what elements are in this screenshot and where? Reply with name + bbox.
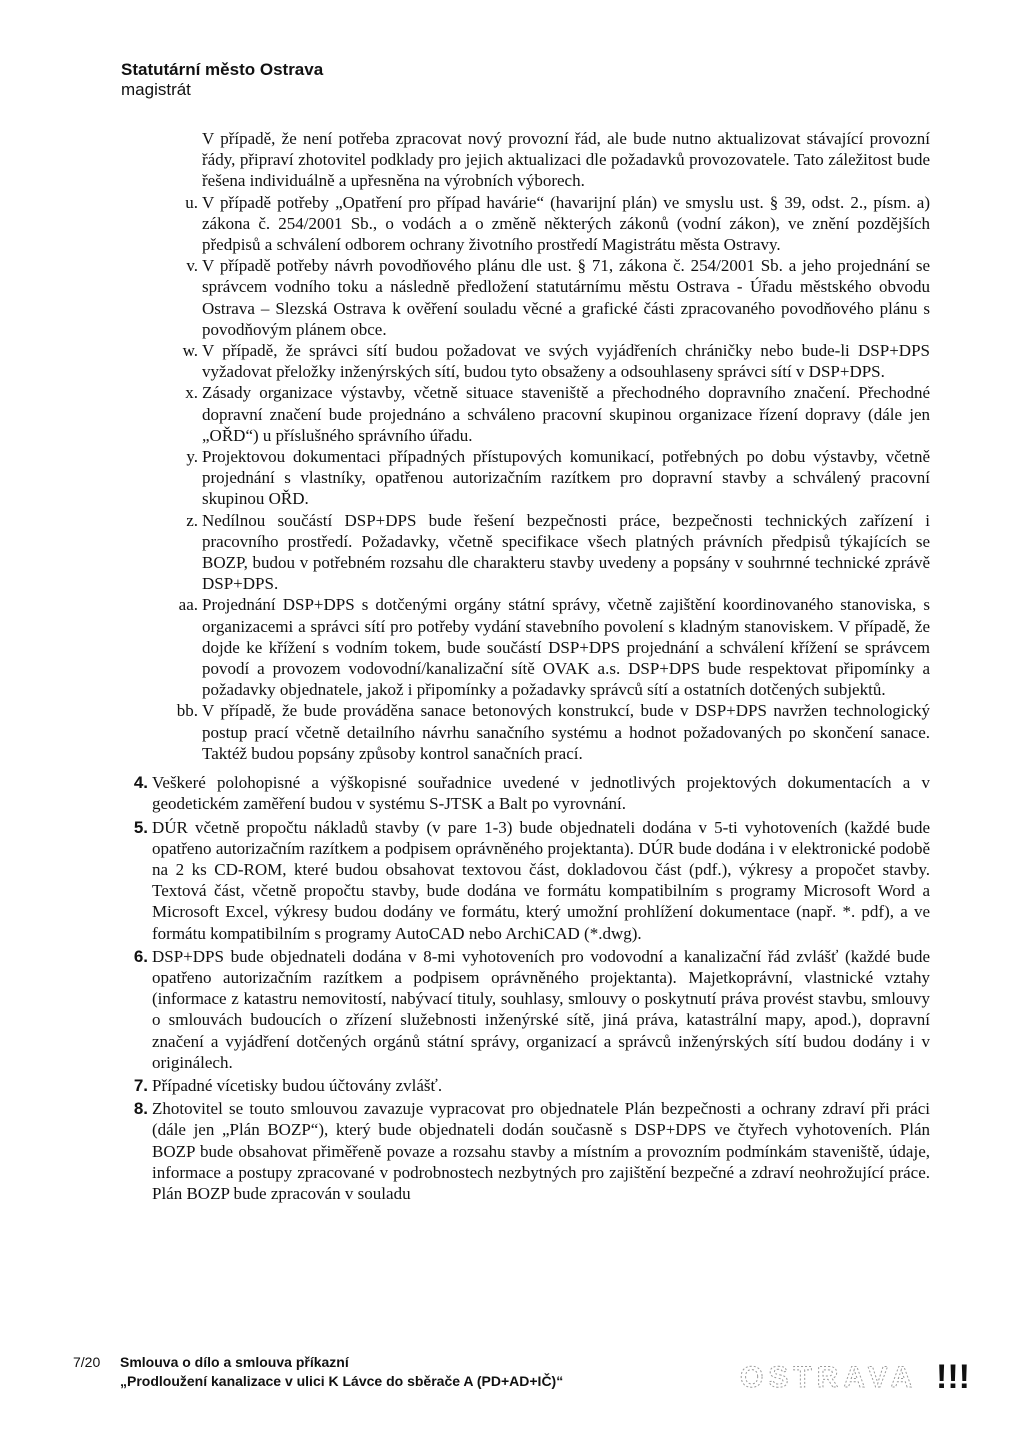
list-marker: x. — [185, 383, 198, 403]
list-item-text: V případě, že správci sítí budou požadovat ve svých vyjádřeních chráničky nebo bude-li DSP+DPS vyžadovat přeložky inženýrských sítí, budou tyto obsaženy a odsouhlaseny správci sítí v DSP+DPS. — [202, 341, 930, 382]
list-item-z — [120, 510, 930, 595]
list-item-text: V případě, že bude prováděna sanace betonových konstrukcí, bude v DSP+DPS navržen technologický postup prací včetně detailního návrhu sanačního systému a hodnot požadovaných po skončení sanace. Taktéž budou popsány způsoby kontrol sanačních prací. — [202, 701, 930, 763]
contract-title-line-1: Smlouva o dílo a smlouva příkazní — [120, 1354, 349, 1370]
list-marker: w. — [182, 341, 198, 361]
item-text: DÚR včetně propočtu nákladů stavby (v pare 1-3) bude objednateli dodána v 5-ti vyhotoveních (každé bude opatřeno autorizačním razítkem a podpisem oprávněného projektanta). DÚR bude dodána i v elektronické podobě na 2 ks CD-ROM, které budou obsahovat textovou část, dokladovou část (pdf.), výkresy a propočet stavby. Textová část, včetně propočtu stavby, bude dodána ve formátu kompatibilním s programy Microsoft Word a Microsoft Excel, výkresy budou dodány ve formátu, který umožní prohlížení dokumentace (např. *. pdf), a ve formátu kompatibilním s programy AutoCAD nebo ArchiCAD (*.dwg). — [152, 817, 930, 943]
list-item-aa — [120, 594, 930, 700]
numbered-item-5 — [120, 817, 930, 944]
list-item-v — [120, 255, 930, 340]
item-number: 7. — [133, 1075, 148, 1095]
list-marker: u. — [185, 192, 198, 212]
list-item-x — [120, 382, 930, 446]
item-number: 4. — [133, 773, 148, 793]
organization-unit: magistrát — [121, 80, 191, 99]
intro-paragraph: V případě, že není potřeba zpracovat nový provozní řád, ale bude nutno aktualizovat stávající provozní řády, připraví zhotovitel podklady pro jejich aktualizaci dle požadavků provozovatele. Tato záležitost bude řešena individuálně a upřesněna na výrobních výborech. — [202, 129, 930, 191]
list-item-y — [120, 446, 930, 510]
page-number: 7/20 — [73, 1354, 101, 1370]
organization-name: Statutární město Ostrava — [121, 60, 324, 79]
list-marker: aa. — [178, 595, 198, 615]
list-item-u — [120, 192, 930, 256]
list-item-text: Projektovou dokumentaci případných přístupových komunikací, potřebných po dobu výstavby, včetně projednání s vlastníky, opatřenou autorizačním razítkem pro dopravní stavby a schválený pracovní skupinou OŘD. — [202, 447, 930, 509]
document-body — [120, 128, 930, 1204]
list-marker: y. — [186, 447, 198, 467]
list-marker: v. — [186, 256, 198, 276]
list-marker: z. — [186, 510, 198, 530]
list-item-text: V případě potřeby návrh povodňového plánu dle ust. § 71, zákona č. 254/2001 Sb. a jeho projednání se správcem vodního toku a následně předložení statutárnímu městu Ostrava - Úřadu městského obvodu Ostrava – Slezská Ostrava k ověření souladu věcné a grafické části zpracovaného povodňového plánu s povodňovým plánem obce. — [202, 256, 930, 339]
item-text: Veškeré polohopisné a výškopisné souřadnice uvedené v jednotlivých projektových dokumentacích a v geodetickém zaměření budou v systému S-JTSK a Balt po vyrovnání. — [152, 773, 930, 814]
numbered-item-7 — [120, 1075, 930, 1096]
ostrava-logo-marks: !!! — [936, 1358, 970, 1396]
numbered-item-8 — [120, 1098, 930, 1204]
item-number: 6. — [133, 946, 148, 966]
numbered-item-4 — [120, 772, 930, 814]
list-item-text: Projednání DSP+DPS s dotčenými orgány státní správy, včetně zajištění koordinovaného stanoviska, s organizacemi a správci sítí pro potřeby vydání stavebního povolení s kladným stanoviskem. V případě, že dojde ke křížení s vodním tokem, bude součástí DSP+DPS projednání a schválení křížení se správcem povodí a provozem vodovodní/kanalizační sítě OVAK a.s. DSP+DPS bude respektovat připomínky a požadavky objednatele, jakož i připomínky a požadavky správců sítí a ostatních dotčených subjektů. — [202, 595, 930, 700]
list-item-text: Zásady organizace výstavby, včetně situace staveniště a přechodného dopravního značení. Přechodné dopravní značení bude projednáno a schváleno pracovní skupinou organizace řízení dopravy (dále jen „OŘD“) u příslušného správního úřadu. — [202, 383, 930, 445]
ostrava-logo — [740, 1355, 990, 1405]
item-text: Zhotovitel se touto smlouvou zavazuje vypracovat pro objednatele Plán bezpečnosti a ochrany zdraví při práci (dále jen „Plán BOZP“), který bude objednateli dodán současně s DSP+DPS ve čtyřech vyhotoveních. Plán BOZP bude obsahovat přiměřeně povaze a rozsahu stavby a místním a provozním podmínkám staveniště, údaje, informace a postupy zpracované v podrobnostech nezbytných pro zajištění bezpečné a zdraví neohrožující práce. Plán BOZP bude zpracován v souladu — [152, 1099, 930, 1203]
list-item-text: Nedílnou součástí DSP+DPS bude řešení bezpečnosti práce, bezpečnosti technických zařízení i pracovního prostředí. Požadavky, včetně specifikace všech platných právních předpisů týkajících se BOZP, budou v potřebném rozsahu dle charakteru stavby uvedeny a popsány v souhrnné technické zprávě DSP+DPS. — [202, 510, 930, 594]
document-header — [121, 60, 323, 100]
ostrava-logo-text: OSTRAVA — [740, 1361, 918, 1394]
item-text: Případné vícetisky budou účtovány zvlášť. — [152, 1075, 443, 1095]
item-number: 8. — [133, 1099, 148, 1119]
list-item-text: V případě potřeby „Opatření pro případ havárie“ (havarijní plán) ve smyslu ust. § 39, odst. 2., písm. a) zákona č. 254/2001 Sb., o vodách a o změně některých zákonů (vodní zákon), ve znění pozdějších předpisů a schválení odborem ochrany životního prostředí Magistrátu města Ostravy. — [202, 192, 930, 255]
list-marker: bb. — [176, 701, 198, 721]
item-number: 5. — [133, 817, 148, 837]
numbered-item-6 — [120, 946, 930, 1073]
item-text: DSP+DPS bude objednateli dodána v 8-mi vyhotoveních pro vodovodní a kanalizační řád zvlášť (každé bude opatřeno autorizačním razítkem a podpisem oprávněného projektanta). Majetkoprávní, vlastnické vztahy (informace z katastru nemovitostí, nabývací tituly, souhlasy, smlouvy o poskytnutí práva provést stavbu, smlouvy o smlouvách budoucích o zřízení služebnosti inženýrské sítě, jiná práva, katastrální mapy, apod.), dopravní značení a vyjádření dotčených orgánů státní správy, organizací a správců inženýrských sítí budou dodány i v originálech. — [152, 946, 930, 1072]
list-item-w — [120, 340, 930, 382]
list-item-bb — [120, 700, 930, 764]
contract-title — [120, 1353, 640, 1391]
contract-title-line-2: „Prodloužení kanalizace v ulici K Lávce do sběrače A (PD+AD+IČ)“ — [120, 1373, 564, 1389]
